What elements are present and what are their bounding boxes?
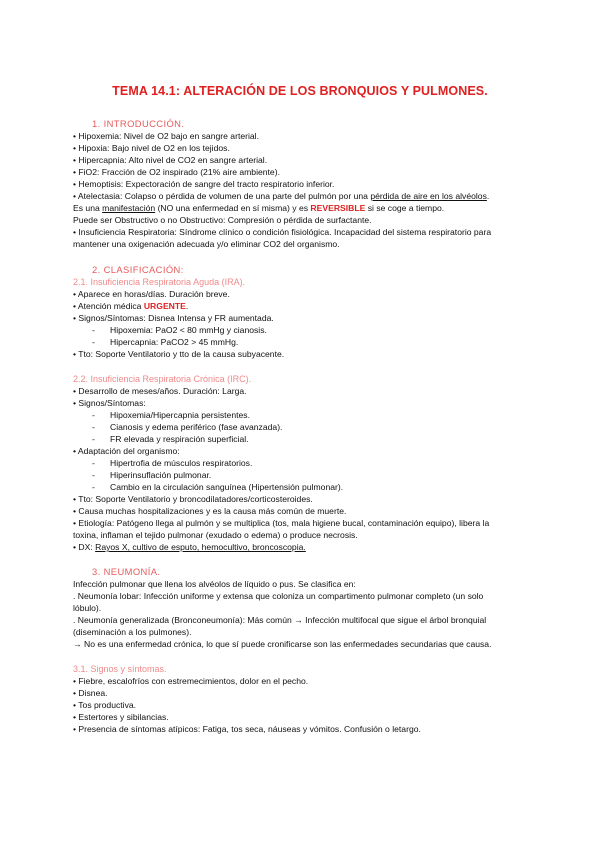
sub-list-item [92,337,238,348]
text-span: Hipoxemia: PaO2 < 80 mmHg y cianosis. [110,325,267,335]
list-item: • Etiología: Patógeno llega al pulmón y se multiplica (tos, mala higiene bucal, contaminación equipo), libera la [73,518,490,528]
text-span: • Atelectasia: Colapso o pérdida de volumen de una parte del pulmón por una [73,191,371,201]
text-span: Hipoxemia/Hipercapnia persistentes. [110,410,250,420]
section-heading-clasificacion: 2. CLASIFICACIÓN: [92,264,184,275]
list-item: • Tto: Soporte Ventilatorio y tto de la causa subyacente. [73,349,285,359]
list-item: • Hipoxemia: Nivel de O2 bajo en sangre arterial. [73,131,259,141]
paragraph-line: toxina, inflaman el tejido pulmonar (exudado o edema) o produce necrosis. [73,530,358,540]
paragraph-line [73,203,444,214]
list-item: • Disnea. [73,688,108,698]
list-item: . Neumonía lobar: Infección uniforme y extensa que coloniza un compartimento pulmonar completo (un solo [73,591,484,601]
sub-list-item [92,458,252,469]
underlined-text: Rayos X, cultivo de esputo, hemocultivo, broncoscopia. [95,542,306,552]
list-item: • Hipercapnia: Alto nivel de CO2 en sangre arterial. [73,155,268,165]
sub-list-item [92,482,343,493]
paragraph-line: Puede ser Obstructivo o no Obstructivo: Compresión o pérdida de surfactante. [73,215,372,225]
list-item: • Estertores y sibilancias. [73,712,169,722]
list-item: • Signos/Síntomas: [73,398,146,408]
underlined-text: manifestación [102,203,156,213]
paragraph-line: Infección pulmonar que llena los alvéolos de líquido o pus. Se clasifica en: [73,579,356,589]
list-item: • Desarrollo de meses/años. Duración: Larga. [73,386,247,396]
highlight-text: URGENTE [143,301,186,311]
subsection-heading-signos: 3.1. Signos y síntomas. [73,664,167,674]
dash-marker: - [92,458,95,468]
dash-marker: - [92,325,95,335]
paragraph-line: mantener una oxigenación adecuada y/o eliminar CO2 del organismo. [73,239,340,249]
text-span: (NO una enfermedad en sí misma) y es [155,203,311,213]
highlight-text: REVERSIBLE [310,203,366,213]
dash-marker: - [92,470,95,480]
text-span: . [486,191,490,201]
section-heading-introduccion: 1. INTRODUCCIÓN. [92,118,185,129]
section-heading-neumonia: 3. NEUMONÍA. [92,566,161,577]
sub-list-item [92,422,282,433]
sub-list-item [92,410,250,421]
dash-marker: - [92,410,95,420]
list-item: • Causa muchas hospitalizaciones y es la causa más común de muerte. [73,506,347,516]
text-span: • DX: [73,542,96,552]
underlined-text: pérdida de aire en los alvéolos [370,191,487,201]
list-item: • Fiebre, escalofríos con estremecimientos, dolor en el pecho. [73,676,309,686]
dash-marker: - [92,337,95,347]
list-item: • Tto: Soporte Ventilatorio y broncodilatadores/corticosteroides. [73,494,313,504]
text-span: Hipertrofia de músculos respiratorios. [110,458,253,468]
sub-list-item [92,325,267,336]
text-span: • Atención médica [73,301,144,311]
text-span: Es una [73,203,103,213]
paragraph-line: lóbulo). [73,603,102,613]
list-item: • Hipoxia: Bajo nivel de O2 en los tejidos. [73,143,230,153]
list-item: • FiO2: Fracción de O2 inspirado (21% aire ambiente). [73,167,280,177]
list-item: • Aparece en horas/días. Duración breve. [73,289,230,299]
text-span: FR elevada y respiración superficial. [110,434,249,444]
list-item [73,542,306,553]
dash-marker: - [92,482,95,492]
text-span: Cambio en la circulación sanguínea (Hipertensión pulmonar). [110,482,344,492]
text-span: . [185,301,189,311]
list-item: • Insuficiencia Respiratoria: Síndrome clínico o condición fisiológica. Incapacidad del sistema respiratorio para [73,227,492,237]
list-item [73,301,188,312]
list-item: . Neumonía generalizada (Bronconeumonía): Más común → Infección multifocal que sigue el árbol bronquial [73,615,487,625]
subsection-heading-ira: 2.1. Insuficiencia Respiratoria Aguda (IRA). [73,277,246,287]
text-span: si se coge a tiempo. [365,203,445,213]
paragraph-line: (diseminación a los pulmones). [73,627,192,637]
list-item: • Adaptación del organismo: [73,446,180,456]
sub-list-item [92,434,249,445]
list-item [73,191,489,202]
sub-list-item [92,470,211,481]
text-span: Hipercapnia: PaCO2 > 45 mmHg. [110,337,239,347]
list-item: • Hemoptisis: Expectoración de sangre del tracto respiratorio inferior. [73,179,335,189]
list-item: • Tos productiva. [73,700,137,710]
list-item: • Presencia de síntomas atípicos: Fatiga, tos seca, náuseas y vómitos. Confusión o letargo. [73,724,421,734]
text-span: Hiperinsuflación pulmonar. [110,470,212,480]
list-item: • Signos/Síntomas: Disnea Intensa y FR aumentada. [73,313,274,323]
dash-marker: - [92,422,95,432]
text-span: Cianosis y edema periférico (fase avanzada). [110,422,283,432]
paragraph-line: → No es una enfermedad crónica, lo que sí puede cronificarse son las enfermedades secundarias que causa. [73,639,492,649]
subsection-heading-irc: 2.2. Insuficiencia Respiratoria Crónica (IRC). [73,374,252,384]
dash-marker: - [92,434,95,444]
page-title: TEMA 14.1: ALTERACIÓN DE LOS BRONQUIOS Y PULMONES. [112,84,488,98]
